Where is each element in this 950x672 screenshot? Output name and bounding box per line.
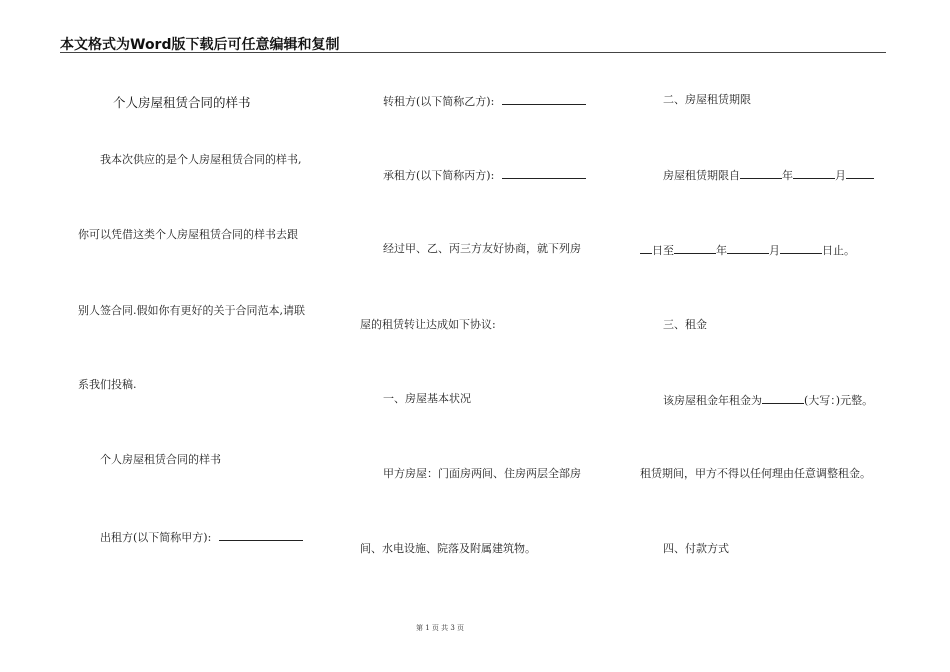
- from-year-blank: [740, 167, 782, 179]
- lease-period-line-1: [663, 167, 874, 183]
- from-month-blank: [793, 167, 835, 179]
- col2-lessee-line: [383, 167, 586, 183]
- section-1-heading: 一、房屋基本状况: [383, 392, 471, 405]
- lessee-blank: [502, 167, 586, 179]
- end-label: 日止。: [822, 244, 855, 257]
- col1-line-3: 别人签合同.假如你有更好的关于合同范本,请联: [78, 304, 305, 317]
- to-day-blank: [780, 242, 822, 254]
- document-title: 个人房屋租赁合同的样书: [113, 95, 251, 110]
- col1-line-4: 系我们投稿.: [78, 378, 137, 391]
- col2-line-3: 经过甲、乙、丙三方友好协商，就下列房: [383, 242, 581, 255]
- annual-rent-label: 该房屋租金年租金为: [663, 394, 762, 407]
- month-label: 月: [835, 169, 846, 182]
- col2-line-6: 甲方房屋：门面房两间、住房两层全部房: [383, 467, 581, 480]
- to-label: 日至: [652, 244, 674, 257]
- lease-period-line-2: [640, 242, 855, 258]
- lessee-label: 承租方(以下简称丙方):: [383, 169, 495, 182]
- sublessor-label: 转租方(以下简称乙方):: [383, 95, 495, 108]
- rent-line: [663, 392, 873, 408]
- rent-amount-blank: [762, 392, 804, 404]
- year-label: 年: [782, 169, 793, 182]
- sublessor-blank: [502, 93, 586, 105]
- col2-line-7: 间、水电设施、院落及附属建筑物。: [360, 542, 536, 555]
- to-month-blank: [727, 242, 769, 254]
- col2-line-4: 屋的租赁转让达成如下协议:: [360, 318, 496, 331]
- year-label: 年: [716, 244, 727, 257]
- lessor-blank: [219, 529, 303, 541]
- month-label: 月: [769, 244, 780, 257]
- rent-adjust-clause: 租赁期间，甲方不得以任何理由任意调整租金。: [640, 467, 871, 480]
- section-4-heading: 四、付款方式: [663, 542, 729, 555]
- col2-sublessor-line: [383, 93, 586, 109]
- col1-line-2: 你可以凭借这类个人房屋租赁合同的样书去跟: [78, 228, 298, 241]
- lease-period-from-label: 房屋租赁期限自: [663, 169, 740, 182]
- to-year-blank: [674, 242, 716, 254]
- header-divider: [60, 52, 886, 53]
- day-blank: [640, 242, 652, 254]
- from-day-blank: [846, 167, 874, 179]
- header-title: 本文格式为Word版下载后可任意编辑和复制: [60, 37, 340, 53]
- lessor-label: 出租方(以下简称甲方):: [100, 531, 212, 544]
- col1-subtitle: 个人房屋租赁合同的样书: [100, 453, 221, 466]
- page-number: 第 1 页 共 3 页: [415, 624, 465, 632]
- section-2-heading: 二、房屋租赁期限: [663, 93, 751, 106]
- col1-lessor-line: [100, 529, 303, 545]
- rent-in-words-label: (大写：)元整。: [804, 394, 874, 407]
- col1-line-1: 我本次供应的是个人房屋租赁合同的样书,: [100, 153, 302, 166]
- section-3-heading: 三、租金: [663, 318, 707, 331]
